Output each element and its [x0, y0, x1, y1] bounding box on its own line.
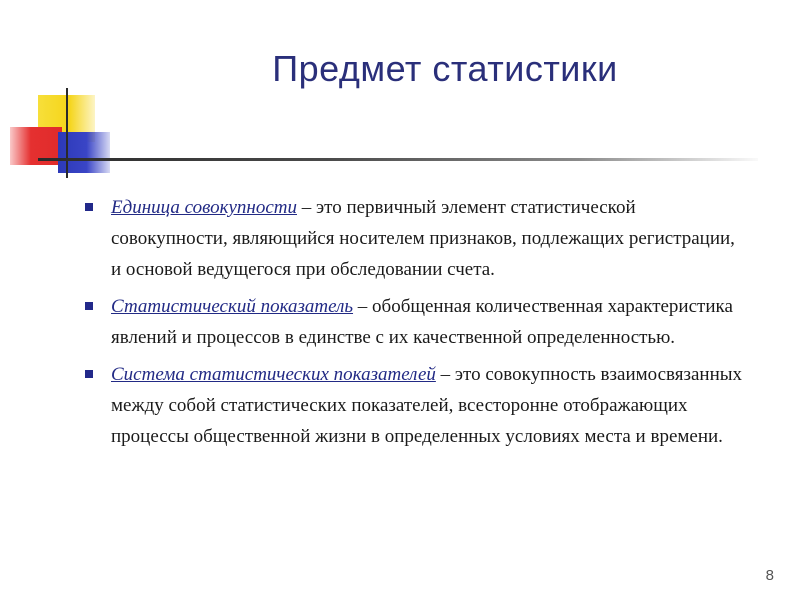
title-divider-line: [38, 158, 758, 161]
square-bullet-icon: [85, 370, 93, 378]
page-number: 8: [765, 567, 774, 584]
definition-text: – обобщенная количественная характеристика явлений и процессов в единстве с их качественной определенностью.: [111, 296, 733, 348]
term-label: Единица совокупности: [111, 197, 297, 218]
square-bullet-icon: [85, 203, 93, 211]
term-label: Статистический показатель: [111, 296, 354, 317]
list-item: [85, 192, 745, 285]
definition-text: – это совокупность взаимосвязанных между собой статистических показателей, всесторонне отображающих процессы общественной жизни в определенных условиях места и времени.: [111, 364, 743, 447]
list-item: [85, 359, 745, 452]
definition-text: – это первичный элемент статистической совокупности, являющийся носителем признаков, подлежащих регистрации, и основой ведущегося при обследовании счета.: [111, 197, 735, 280]
list-item: [85, 291, 745, 353]
slide-title: Предмет статистики: [272, 48, 618, 89]
bullet-list: [85, 192, 745, 458]
square-bullet-icon: [85, 302, 93, 310]
decorative-vertical-line: [66, 88, 68, 178]
term-label: Система статистических показателей: [111, 364, 436, 385]
